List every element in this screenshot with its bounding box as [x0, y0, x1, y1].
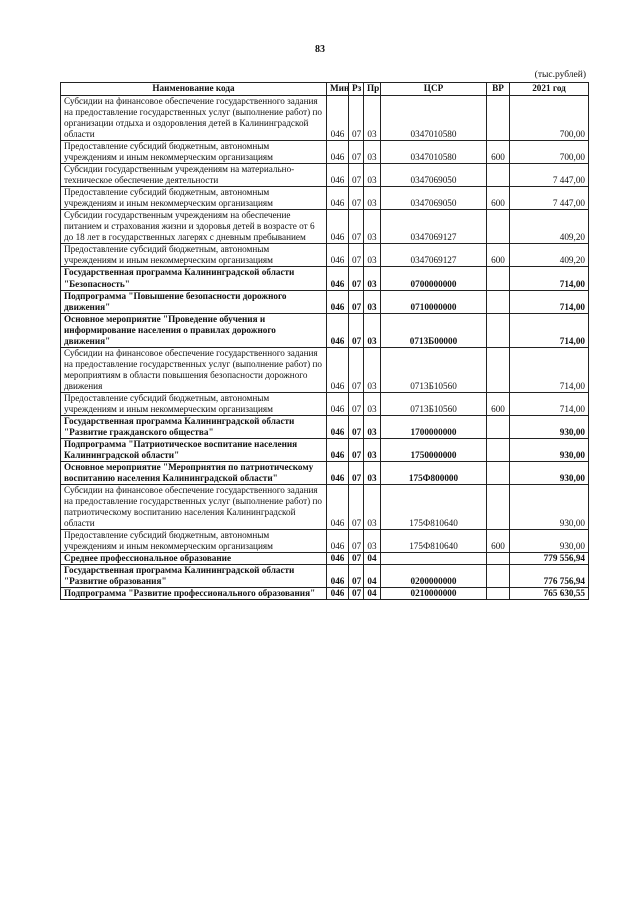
row-csr-cell: 0713Б10560 — [381, 392, 487, 415]
row-csr-cell: 0347069127 — [381, 210, 487, 244]
row-name-cell: Предоставление субсидий бюджетным, автономным учреждениям и иным некоммерческим организациям — [61, 244, 327, 267]
row-sum-cell: 700,00 — [510, 96, 589, 141]
row-csr-cell: 0347069050 — [381, 164, 487, 187]
row-min-cell: 046 — [327, 96, 349, 141]
row-min-cell: 046 — [327, 392, 349, 415]
row-csr-cell: 0347010580 — [381, 96, 487, 141]
row-sum-cell: 930,00 — [510, 415, 589, 438]
row-min-cell: 046 — [327, 187, 349, 210]
row-vr-cell — [487, 462, 510, 485]
row-vr-cell — [487, 588, 510, 600]
row-vr-cell — [487, 485, 510, 530]
row-min-cell: 046 — [327, 588, 349, 600]
row-min-cell: 046 — [327, 313, 349, 347]
row-pr-cell: 03 — [364, 530, 381, 553]
header-csr: ЦСР — [381, 83, 487, 96]
row-sum-cell: 409,20 — [510, 244, 589, 267]
header-rz: Рз — [349, 83, 364, 96]
row-vr-cell — [487, 164, 510, 187]
table-row — [61, 485, 589, 530]
row-rz-cell: 07 — [349, 438, 364, 461]
row-sum-cell: 930,00 — [510, 530, 589, 553]
row-sum-cell: 714,00 — [510, 267, 589, 290]
row-rz-cell: 07 — [349, 96, 364, 141]
row-pr-cell: 03 — [364, 96, 381, 141]
header-min: Мин — [327, 83, 349, 96]
row-pr-cell: 03 — [364, 485, 381, 530]
row-min-cell: 046 — [327, 210, 349, 244]
row-rz-cell: 07 — [349, 415, 364, 438]
row-csr-cell: 175Ф800000 — [381, 462, 487, 485]
row-csr-cell: 1750000000 — [381, 438, 487, 461]
row-name-cell: Подпрограмма "Развитие профессионального образования" — [61, 588, 327, 600]
row-pr-cell: 03 — [364, 267, 381, 290]
row-min-cell: 046 — [327, 485, 349, 530]
row-sum-cell: 7 447,00 — [510, 187, 589, 210]
table-row — [61, 187, 589, 210]
row-vr-cell — [487, 290, 510, 313]
row-rz-cell: 07 — [349, 290, 364, 313]
row-pr-cell: 03 — [364, 187, 381, 210]
row-pr-cell: 03 — [364, 210, 381, 244]
row-pr-cell: 03 — [364, 290, 381, 313]
row-name-cell: Подпрограмма "Патриотическое воспитание населения Калининградской области" — [61, 438, 327, 461]
row-pr-cell: 03 — [364, 347, 381, 392]
table-row — [61, 141, 589, 164]
row-rz-cell: 07 — [349, 164, 364, 187]
table-row — [61, 290, 589, 313]
row-rz-cell: 07 — [349, 565, 364, 588]
row-csr-cell: 0713Б10560 — [381, 347, 487, 392]
row-vr-cell — [487, 347, 510, 392]
row-min-cell: 046 — [327, 347, 349, 392]
row-name-cell: Государственная программа Калининградской области "Развитие образования" — [61, 565, 327, 588]
row-rz-cell: 07 — [349, 141, 364, 164]
row-name-cell: Субсидии на финансовое обеспечение государственного задания на предоставление государственных услуг (выполнение работ) по патриотическому воспитанию населения Калининградской области — [61, 485, 327, 530]
row-sum-cell: 7 447,00 — [510, 164, 589, 187]
header-vr: ВР — [487, 83, 510, 96]
row-min-cell: 046 — [327, 141, 349, 164]
row-pr-cell: 04 — [364, 565, 381, 588]
row-name-cell: Субсидии на финансовое обеспечение государственного задания на предоставление государственных услуг (выполнение работ) по организации отдыха и оздоровления детей в Калининградской области — [61, 96, 327, 141]
row-name-cell: Субсидии государственным учреждениям на обеспечение питанием и страхования жизни и здоровья детей в возрасте от 6 до 18 лет в государственных лагерях с дневным пребыванием — [61, 210, 327, 244]
row-pr-cell: 03 — [364, 462, 381, 485]
table-row — [61, 530, 589, 553]
row-pr-cell: 03 — [364, 438, 381, 461]
table-row — [61, 588, 589, 600]
table-row — [61, 164, 589, 187]
row-min-cell: 046 — [327, 462, 349, 485]
row-sum-cell: 714,00 — [510, 290, 589, 313]
row-csr-cell: 0210000000 — [381, 588, 487, 600]
row-sum-cell: 776 756,94 — [510, 565, 589, 588]
row-sum-cell: 765 630,55 — [510, 588, 589, 600]
row-name-cell: Государственная программа Калининградской области "Безопасность" — [61, 267, 327, 290]
row-vr-cell — [487, 313, 510, 347]
row-name-cell: Основное мероприятие "Проведение обучения и информирование населения о правилах дорожного движения" — [61, 313, 327, 347]
row-sum-cell: 779 556,94 — [510, 553, 589, 565]
row-rz-cell: 07 — [349, 462, 364, 485]
row-rz-cell: 07 — [349, 210, 364, 244]
table-row — [61, 244, 589, 267]
table-body — [61, 96, 589, 600]
page-number: 83 — [315, 44, 325, 55]
table-row — [61, 347, 589, 392]
row-name-cell: Предоставление субсидий бюджетным, автономным учреждениям и иным некоммерческим организациям — [61, 141, 327, 164]
row-vr-cell — [487, 438, 510, 461]
row-vr-cell — [487, 565, 510, 588]
row-sum-cell: 714,00 — [510, 347, 589, 392]
row-sum-cell: 714,00 — [510, 392, 589, 415]
row-rz-cell: 07 — [349, 244, 364, 267]
row-name-cell: Предоставление субсидий бюджетным, автономным учреждениям и иным некоммерческим организациям — [61, 392, 327, 415]
header-pr: Пр — [364, 83, 381, 96]
table-row — [61, 438, 589, 461]
row-csr-cell: 0200000000 — [381, 565, 487, 588]
row-vr-cell — [487, 553, 510, 565]
row-csr-cell: 0347069127 — [381, 244, 487, 267]
row-pr-cell: 04 — [364, 588, 381, 600]
table-row — [61, 313, 589, 347]
row-vr-cell: 600 — [487, 244, 510, 267]
row-vr-cell: 600 — [487, 187, 510, 210]
row-min-cell: 046 — [327, 290, 349, 313]
row-name-cell: Предоставление субсидий бюджетным, автономным учреждениям и иным некоммерческим организациям — [61, 187, 327, 210]
table-row — [61, 96, 589, 141]
row-min-cell: 046 — [327, 164, 349, 187]
row-min-cell: 046 — [327, 267, 349, 290]
row-name-cell: Субсидии государственным учреждениям на материально-техническое обеспечение деятельности — [61, 164, 327, 187]
row-vr-cell — [487, 415, 510, 438]
table-header-row — [61, 83, 589, 96]
units-label: (тыс.рублей) — [534, 70, 586, 80]
row-rz-cell: 07 — [349, 553, 364, 565]
row-rz-cell: 07 — [349, 485, 364, 530]
table-row — [61, 267, 589, 290]
row-pr-cell: 03 — [364, 244, 381, 267]
row-pr-cell: 03 — [364, 164, 381, 187]
table-row — [61, 565, 589, 588]
row-rz-cell: 07 — [349, 530, 364, 553]
row-rz-cell: 07 — [349, 313, 364, 347]
row-min-cell: 046 — [327, 565, 349, 588]
row-vr-cell: 600 — [487, 530, 510, 553]
row-name-cell: Государственная программа Калининградской области "Развитие гражданского общества" — [61, 415, 327, 438]
budget-table — [60, 82, 589, 600]
row-csr-cell: 0710000000 — [381, 290, 487, 313]
row-rz-cell: 07 — [349, 267, 364, 290]
row-pr-cell: 04 — [364, 553, 381, 565]
row-sum-cell: 930,00 — [510, 485, 589, 530]
header-name: Наименование кода — [61, 83, 327, 96]
row-csr-cell: 175Ф810640 — [381, 485, 487, 530]
table-row — [61, 392, 589, 415]
row-rz-cell: 07 — [349, 588, 364, 600]
row-sum-cell: 930,00 — [510, 462, 589, 485]
row-csr-cell: 175Ф810640 — [381, 530, 487, 553]
row-csr-cell: 1700000000 — [381, 415, 487, 438]
row-min-cell: 046 — [327, 553, 349, 565]
row-name-cell: Основное мероприятие "Мероприятия по патриотическому воспитанию населения Калининградской области" — [61, 462, 327, 485]
table-row — [61, 462, 589, 485]
row-csr-cell: 0347010580 — [381, 141, 487, 164]
row-sum-cell: 714,00 — [510, 313, 589, 347]
header-year: 2021 год — [510, 83, 589, 96]
row-sum-cell: 409,20 — [510, 210, 589, 244]
row-vr-cell: 600 — [487, 141, 510, 164]
row-csr-cell: 0347069050 — [381, 187, 487, 210]
row-rz-cell: 07 — [349, 392, 364, 415]
row-vr-cell: 600 — [487, 392, 510, 415]
table-row — [61, 553, 589, 565]
row-name-cell: Субсидии на финансовое обеспечение государственного задания на предоставление государственных услуг (выполнение работ) по мероприятиям в области повышения безопасности дорожного движения — [61, 347, 327, 392]
table-row — [61, 210, 589, 244]
row-vr-cell — [487, 267, 510, 290]
row-vr-cell — [487, 96, 510, 141]
row-min-cell: 046 — [327, 244, 349, 267]
row-csr-cell: 0700000000 — [381, 267, 487, 290]
row-min-cell: 046 — [327, 415, 349, 438]
row-pr-cell: 03 — [364, 415, 381, 438]
row-csr-cell: 0713Б00000 — [381, 313, 487, 347]
row-rz-cell: 07 — [349, 187, 364, 210]
row-name-cell: Среднее профессиональное образование — [61, 553, 327, 565]
row-sum-cell: 700,00 — [510, 141, 589, 164]
row-rz-cell: 07 — [349, 347, 364, 392]
row-vr-cell — [487, 210, 510, 244]
row-pr-cell: 03 — [364, 313, 381, 347]
row-csr-cell — [381, 553, 487, 565]
row-pr-cell: 03 — [364, 141, 381, 164]
row-pr-cell: 03 — [364, 392, 381, 415]
table-row — [61, 415, 589, 438]
row-sum-cell: 930,00 — [510, 438, 589, 461]
row-min-cell: 046 — [327, 438, 349, 461]
row-name-cell: Подпрограмма "Повышение безопасности дорожного движения" — [61, 290, 327, 313]
row-min-cell: 046 — [327, 530, 349, 553]
row-name-cell: Предоставление субсидий бюджетным, автономным учреждениям и иным некоммерческим организациям — [61, 530, 327, 553]
